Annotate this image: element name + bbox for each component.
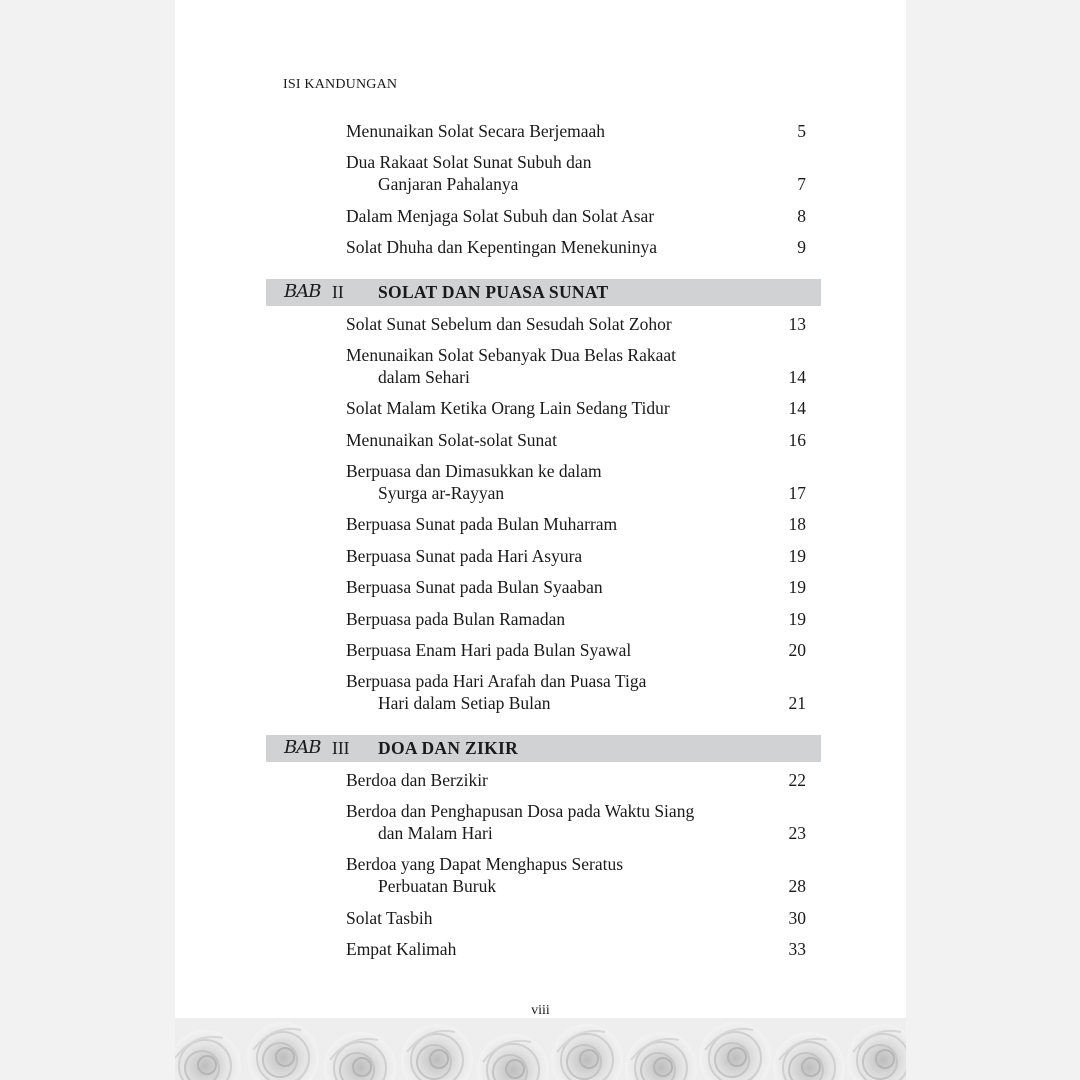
toc-entry (346, 938, 806, 960)
toc-entry (346, 545, 806, 567)
toc-entry (346, 429, 806, 451)
entry-line-continued: Perbuatan Buruk (378, 876, 497, 896)
entry-line: Berdoa dan Berzikir (346, 770, 488, 790)
chapter-heading-bar (266, 279, 821, 306)
entry-line: Solat Dhuha dan Kepentingan Menekuninya (346, 237, 658, 257)
chapter-title: DOA DAN ZIKIR (378, 738, 519, 758)
toc-entry (346, 639, 806, 661)
chapter-bab-label: BAB (284, 281, 321, 302)
book-page (175, 0, 906, 1080)
entry-page-number: 22 (788, 770, 806, 790)
toc-entry (346, 151, 806, 195)
toc-entry (346, 120, 806, 142)
toc-entry (346, 205, 806, 227)
entry-page-number: 28 (788, 876, 806, 896)
toc-entry (346, 608, 806, 630)
entry-page-number: 30 (788, 908, 806, 928)
entry-line: Berpuasa Sunat pada Bulan Muharram (346, 514, 618, 534)
entry-page-number: 23 (788, 823, 806, 843)
entry-line: Berpuasa pada Bulan Ramadan (346, 609, 566, 629)
toc-entry (346, 576, 806, 598)
entry-page-number: 21 (788, 693, 806, 713)
chapter-number: II (332, 282, 344, 302)
entry-page-number: 19 (788, 577, 806, 597)
entry-line: Dua Rakaat Solat Sunat Subuh dan (346, 152, 592, 172)
entry-line: Solat Sunat Sebelum dan Sesudah Solat Zohor (346, 314, 672, 334)
entry-line: Berdoa yang Dapat Menghapus Seratus (346, 854, 624, 874)
entry-line: Berpuasa dan Dimasukkan ke dalam (346, 461, 602, 481)
chapter-bab-label: BAB (284, 737, 321, 758)
toc-entry (346, 800, 806, 844)
toc-entry (346, 313, 806, 335)
entry-line: Berpuasa Sunat pada Bulan Syaaban (346, 577, 603, 597)
entry-line: Berdoa dan Penghapusan Dosa pada Waktu Siang (346, 801, 695, 821)
entry-page-number: 14 (788, 398, 806, 418)
entry-line: Solat Malam Ketika Orang Lain Sedang Tidur (346, 398, 670, 418)
entry-line: Berpuasa Enam Hari pada Bulan Syawal (346, 640, 632, 660)
chapter-title: SOLAT DAN PUASA SUNAT (378, 282, 609, 302)
entry-line: Berpuasa Sunat pada Hari Asyura (346, 546, 583, 566)
entry-line-continued: Hari dalam Setiap Bulan (378, 693, 551, 713)
rose-border-decoration (175, 1018, 906, 1080)
entry-line-continued: Ganjaran Pahalanya (378, 174, 519, 194)
entry-line: Solat Tasbih (346, 908, 433, 928)
toc-entry (346, 513, 806, 535)
entry-page-number: 9 (797, 237, 806, 257)
entry-line: Menunaikan Solat Secara Berjemaah (346, 121, 605, 141)
entry-line: Menunaikan Solat-solat Sunat (346, 430, 557, 450)
entry-line: Menunaikan Solat Sebanyak Dua Belas Rakaat (346, 345, 676, 365)
chapter-heading-bar (266, 735, 821, 762)
entry-line-continued: dan Malam Hari (378, 823, 493, 843)
entry-page-number: 14 (788, 367, 806, 387)
entry-line: Empat Kalimah (346, 939, 457, 959)
entry-page-number: 18 (788, 514, 806, 534)
entry-line: Berpuasa pada Hari Arafah dan Puasa Tiga (346, 671, 647, 691)
toc-entry (346, 236, 806, 258)
toc-entry (346, 853, 806, 897)
entry-page-number: 8 (797, 206, 806, 226)
entry-page-number: 19 (788, 609, 806, 629)
entry-page-number: 33 (788, 939, 806, 959)
entry-page-number: 5 (797, 121, 806, 141)
entry-page-number: 20 (788, 640, 806, 660)
entry-page-number: 16 (788, 430, 806, 450)
entry-page-number: 13 (788, 314, 806, 334)
entry-page-number: 19 (788, 546, 806, 566)
chapter-number: III (332, 738, 350, 758)
entry-line-continued: dalam Sehari (378, 367, 470, 387)
running-head: ISI KANDUNGAN (283, 77, 398, 92)
toc-entry (346, 670, 806, 714)
toc-entry (346, 344, 806, 388)
page-number-folio: viii (531, 1003, 550, 1018)
toc-entry (346, 397, 806, 419)
entry-line-continued: Syurga ar-Rayyan (378, 483, 505, 503)
toc-entry (346, 769, 806, 791)
toc-entry (346, 460, 806, 504)
entry-page-number: 7 (797, 174, 806, 194)
toc-entry (346, 907, 806, 929)
entry-line: Dalam Menjaga Solat Subuh dan Solat Asar (346, 206, 655, 226)
entry-page-number: 17 (788, 483, 806, 503)
